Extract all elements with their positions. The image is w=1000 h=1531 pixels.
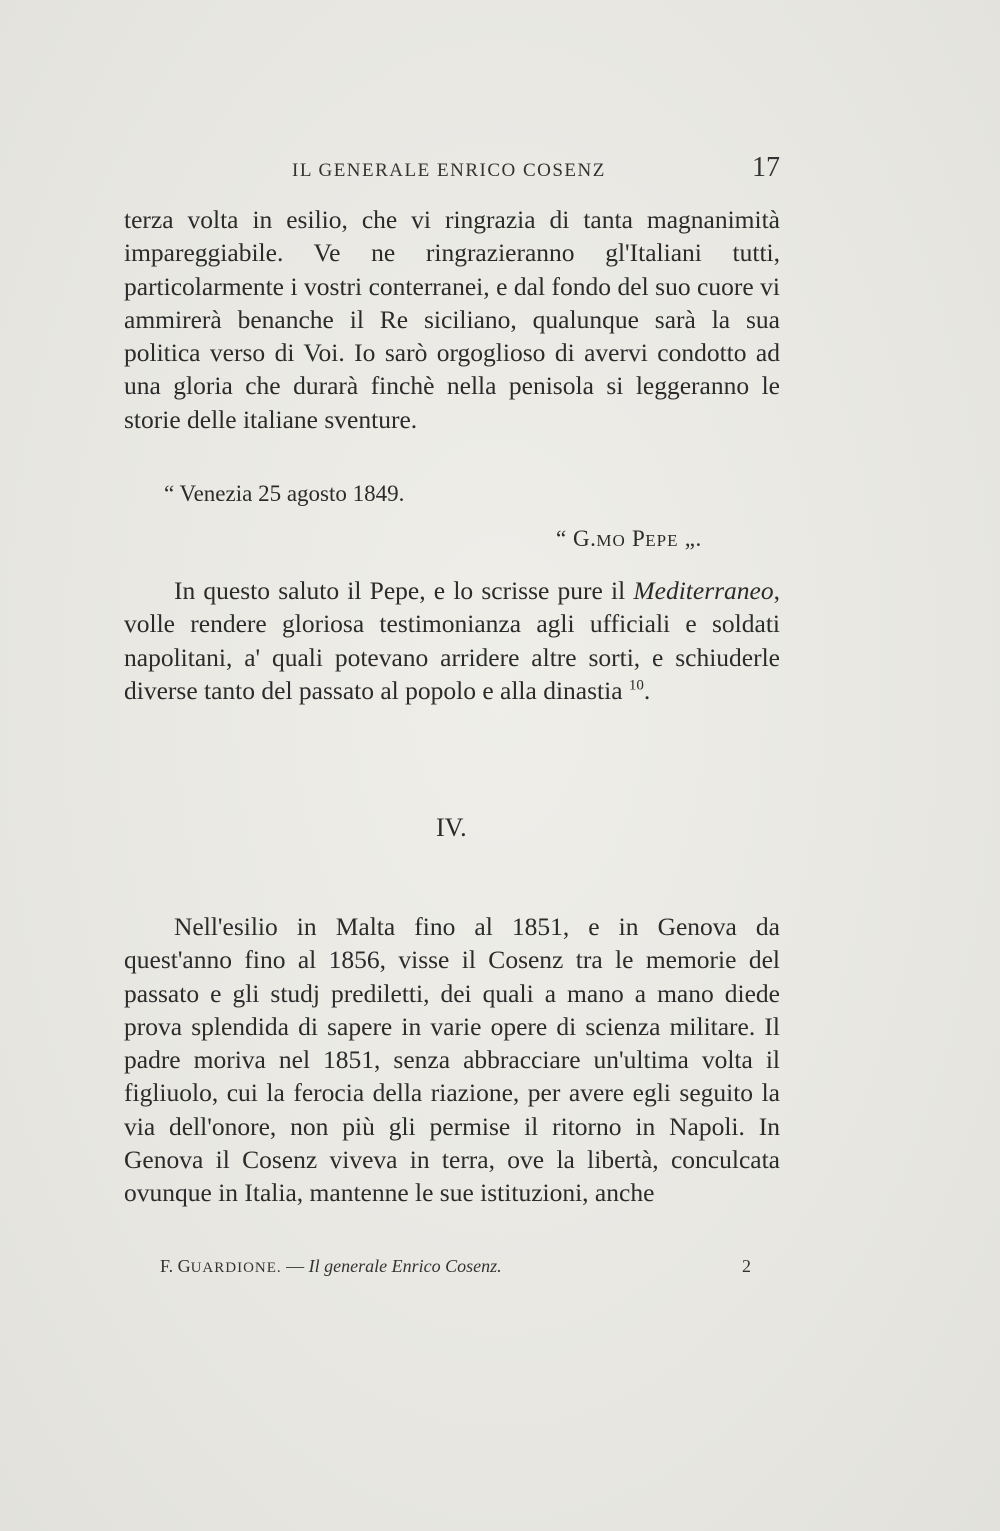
- footer-separator: —: [281, 1256, 309, 1276]
- footer-author-initial: F. G: [160, 1256, 191, 1276]
- commentary-text-after: , volle rendere gloriosa testimonianza agli ufficiali e soldati napolitani, a' quali potevano arridere altre sorti, e schiuderle diverse tanto del passato al popolo e alla dinastia: [124, 576, 780, 705]
- commentary-text-end: .: [643, 675, 651, 705]
- gathering-signature-mark: 2: [742, 1256, 751, 1276]
- section-text: Nell'esilio in Malta fino al 1851, e in Genova da quest'anno fino al 1856, visse il Cosenz tra le memorie del passato e gli studj prediletti, dei quali a mano a mano diede prova splendida di sapere in varie opere di scienza militare. Il padre moriva nel 1851, senza abbracciare un'ultima volta il figliuolo, cui la ferocia della riazione, per avere egli seguito la via dell'onore, non più gli permise il ritorno in Napoli. In Genova il Cosenz viveva in terra, ove la libertà, conculcata ovunque in Italia, mantenne le sue istituzioni, anche: [124, 912, 780, 1208]
- newspaper-title: Mediterraneo: [633, 576, 774, 605]
- section-paragraph: [124, 910, 780, 1210]
- section-number: IV.: [436, 813, 467, 842]
- signature-mo: MO: [596, 531, 626, 550]
- letter-dateline: “ Venezia 25 agosto 1849.: [164, 481, 405, 506]
- signature-open: “ G.: [556, 526, 597, 551]
- footer-author-rest: UARDIONE.: [190, 1260, 282, 1276]
- commentary-paragraph: [124, 574, 780, 707]
- signature-line: [160, 1256, 502, 1277]
- footer-book-title: Il generale Enrico Cosenz.: [308, 1256, 502, 1276]
- running-title: IL GENERALE ENRICO COSENZ: [292, 160, 606, 181]
- signature-close: „.: [678, 526, 702, 551]
- page-number: 17: [752, 152, 780, 183]
- signature-pepe-rest: EPE: [645, 531, 679, 550]
- footnote-reference: 10: [628, 677, 644, 694]
- letter-signature: [556, 526, 702, 552]
- signature-pepe-initial: P: [625, 526, 646, 551]
- commentary-text-before: In questo saluto il Pepe, e lo scrisse pure il: [174, 576, 634, 605]
- letter-paragraph: terza volta in esilio, che vi ringrazia di tanta magnanimità impareggiabile. Ve ne ringrazieranno gl'Italiani tutti, particolarmente i vostri conterranei, e dal fondo del suo cuore vi ammirerà benanche il Re siciliano, qualunque sarà la sua politica verso di Voi. Io sarò orgoglioso di avervi condotto ad una gloria che durarà finchè nella penisola si leggeranno le storie delle italiane sventure.: [124, 205, 780, 434]
